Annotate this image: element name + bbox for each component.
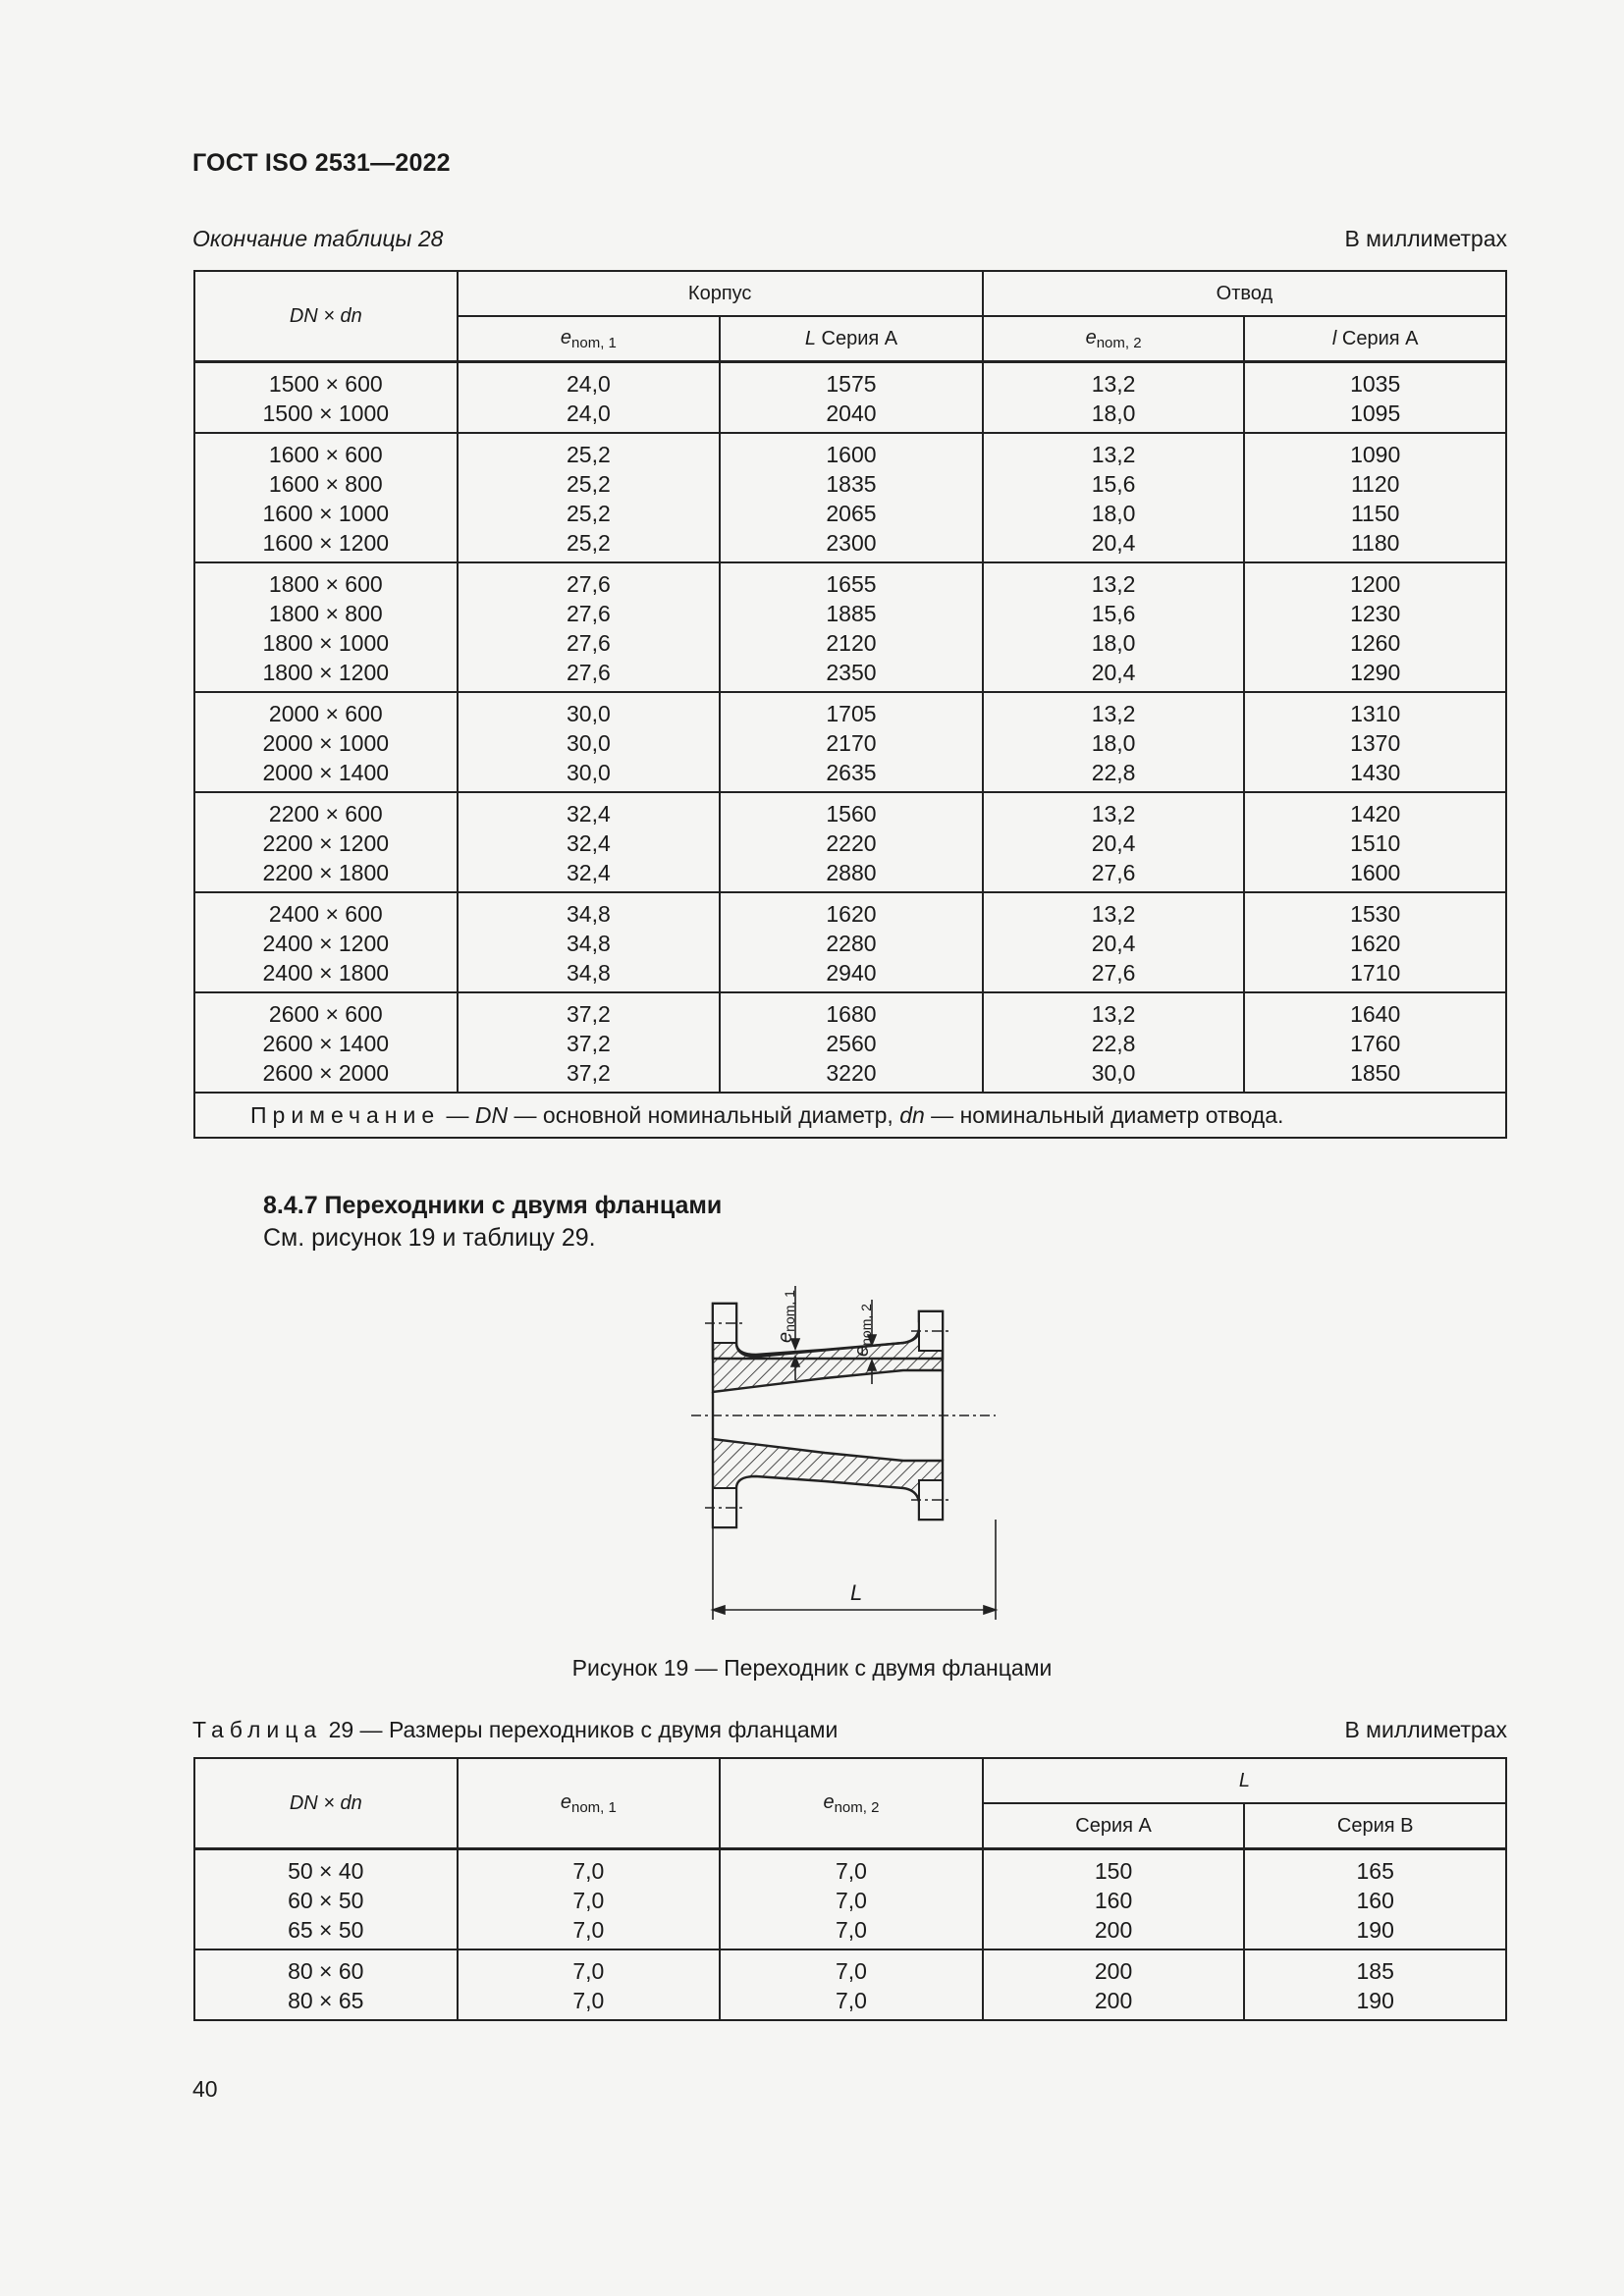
table28-value: 1180 [1350,530,1400,556]
table28-value: 34,8 [567,931,611,956]
table28-cell-l [720,992,983,1093]
table28-value: 1600 [1350,860,1401,885]
table28-value: 1420 [1350,801,1401,827]
table28-value: 32,4 [567,830,611,856]
table28-value: 2600 × 1400 [262,1031,390,1056]
table28-cell-l [720,362,983,434]
table28-cell-e1 [458,362,721,434]
document-header: ГОСТ ISO 2531—2022 [192,149,451,177]
table28-group-branch: Отвод [983,271,1506,316]
table28-value: 18,0 [1091,630,1136,656]
table28-units: В миллиметрах [1344,226,1507,251]
table28-row-group [194,992,1506,1093]
table28-value: 1680 [826,1001,877,1027]
table28-value: 32,4 [567,801,611,827]
table28-value: 2065 [826,501,877,526]
table28-value: 1760 [1350,1031,1401,1056]
table28-value: 1510 [1350,830,1401,856]
table28-value: 2170 [826,730,877,756]
table29-value: 65 × 50 [288,1917,364,1943]
table29-cell-dn [194,1849,458,1950]
table28-value: 20,4 [1091,931,1136,956]
table28-cell-l [720,692,983,792]
table28-value: 2400 × 600 [268,901,383,927]
table28-value: 24,0 [567,400,611,426]
table28-value: 25,2 [567,471,611,497]
table28-value: 2000 × 600 [268,701,383,726]
table28-value: 1620 [826,901,877,927]
table29-col-series-a: Серия А [983,1803,1245,1849]
table28-cell-e1 [458,792,721,892]
figure-19-reducer-drawing [677,1286,1011,1625]
table29-value: 165 [1356,1858,1394,1884]
table28-value: 2220 [826,830,877,856]
table-29 [193,1757,1507,2021]
table28-value: 1800 × 800 [268,601,383,626]
table28-value: 1095 [1350,400,1401,426]
table29-cell-a [983,1949,1245,2020]
table29-col-e2: $e_{nom, 2}$ [720,1758,983,1849]
table29-value: 50 × 40 [288,1858,364,1884]
table29-value: 200 [1094,1917,1133,1943]
table28-cell-l [1244,362,1506,434]
table28-value: 1600 × 600 [268,442,383,467]
table29-value: 80 × 65 [288,1988,364,2013]
table28-cell-l [720,892,983,992]
table28-cell-e2 [983,433,1245,562]
table28-value: 1560 [826,801,877,827]
table28-cell-e1 [458,992,721,1093]
table28-row-group [194,362,1506,434]
table28-row-group [194,692,1506,792]
table28-cell-e1 [458,892,721,992]
table29-value: 185 [1356,1958,1394,1984]
table29-row-group [194,1949,1506,2020]
table28-value: 18,0 [1091,730,1136,756]
table28-value: 15,6 [1091,601,1136,626]
table28-caption: Окончание таблицы 28 [192,226,444,251]
table29-header-row-1 [194,1758,1506,1803]
table29-cell-e1 [458,1849,721,1950]
table28-cell-l [1244,433,1506,562]
table29-caption: Таблица 29 — Размеры переходников с двумя фланцами [192,1717,839,1742]
table29-value: 7,0 [835,1888,867,1913]
table28-value: 20,4 [1091,830,1136,856]
table28-value: 1600 [826,442,877,467]
table28-value: 1640 [1350,1001,1401,1027]
table28-value: 2635 [826,760,877,785]
table28-group-body: Корпус [458,271,983,316]
table29-value: 7,0 [572,1888,605,1913]
table28-value: 13,2 [1091,442,1136,467]
table29-col-L: L [983,1758,1506,1803]
table28-cell-l [720,792,983,892]
table28-value: 30,0 [567,760,611,785]
table28-value: 37,2 [567,1031,611,1056]
table28-value: 1500 × 600 [268,371,383,397]
table28-value: 13,2 [1091,701,1136,726]
table28-col-dn: DN × dn [194,271,458,362]
table28-cell-e2 [983,892,1245,992]
table28-value: 3220 [826,1060,877,1086]
table28-col-L: L Серия А [720,316,983,362]
table28-col-l: l Серия А [1244,316,1506,362]
table29-value: 160 [1094,1888,1133,1913]
table28-cell-e2 [983,992,1245,1093]
table28-value: 1575 [826,371,877,397]
table28-cell-dn [194,892,458,992]
table28-cell-e2 [983,562,1245,692]
table28-value: 2880 [826,860,877,885]
table28-value: 24,0 [567,371,611,397]
table28-cell-l [720,433,983,562]
table28-value: 2940 [826,960,877,986]
table28-value: 15,6 [1091,471,1136,497]
table28-cell-dn [194,562,458,692]
table29-col-e1: $e_{nom, 1}$ [458,1758,721,1849]
table28-value: 22,8 [1091,760,1136,785]
table28-cell-l [1244,792,1506,892]
table28-cell-e1 [458,692,721,792]
section-text: См. рисунок 19 и таблицу 29. [263,1224,596,1252]
label-L: L [850,1580,863,1605]
table29-cell-dn [194,1949,458,2020]
table28-value: 25,2 [567,501,611,526]
table28-row-group [194,892,1506,992]
label-e-nom-1: enom, 1 [775,1290,797,1343]
table29-value: 7,0 [835,1988,867,2013]
table28-value: 1600 × 800 [268,471,383,497]
table28-value: 13,2 [1091,801,1136,827]
table29-col-dn: DN × dn [194,1758,458,1849]
figure-caption: Рисунок 19 — Переходник с двумя фланцами [571,1655,1053,1681]
table28-col-e1: $e_{nom, 1}$ [458,316,721,362]
table28-value: 25,2 [567,530,611,556]
table29-cell-b [1244,1849,1506,1950]
table28-value: 27,6 [567,601,611,626]
table29-cell-e2 [720,1949,983,2020]
table28-value: 30,0 [567,730,611,756]
table29-row-group [194,1849,1506,1950]
table28-value: 30,0 [1091,1060,1136,1086]
table28-cell-e2 [983,362,1245,434]
table28-value: 2400 × 1200 [262,931,390,956]
table28-value: 1800 × 1200 [262,660,390,685]
table28-value: 1290 [1350,660,1401,685]
table28-value: 1035 [1350,371,1401,397]
table28-cell-dn [194,792,458,892]
table28-value: 2200 × 600 [268,801,383,827]
table29-cell-e2 [720,1849,983,1950]
table29-units: В миллиметрах [1344,1717,1507,1742]
table28-value: 2200 × 1200 [262,830,390,856]
table28-cell-dn [194,433,458,562]
table28-value: 13,2 [1091,571,1136,597]
table28-cell-e2 [983,792,1245,892]
table28-row-group [194,433,1506,562]
table28-value: 1090 [1350,442,1401,467]
table28-cell-dn [194,992,458,1093]
table28-value: 2400 × 1800 [262,960,390,986]
table28-cell-e1 [458,433,721,562]
table28-value: 20,4 [1091,660,1136,685]
table28-value: 2280 [826,931,877,956]
table28-value: 18,0 [1091,400,1136,426]
table28-value: 1835 [826,471,877,497]
table29-value: 7,0 [572,1858,605,1884]
table29-value: 80 × 60 [288,1958,364,1984]
table28-body [194,362,1506,1094]
table29-cell-b [1244,1949,1506,2020]
table28-value: 2040 [826,400,877,426]
table28-cell-l [1244,692,1506,792]
table28-col-e2: $e_{nom, 2}$ [983,316,1245,362]
note-label: Примечание [250,1101,441,1128]
table28-value: 13,2 [1091,901,1136,927]
table28-value: 2000 × 1000 [262,730,390,756]
table28-cell-dn [194,692,458,792]
table28-value: 2600 × 2000 [262,1060,390,1086]
table28-value: 13,2 [1091,371,1136,397]
table28-cell-e2 [983,692,1245,792]
table28-cell-l [1244,892,1506,992]
table28-row-group [194,562,1506,692]
table28-value: 22,8 [1091,1031,1136,1056]
table28-cell-dn [194,362,458,434]
table28-value: 2300 [826,530,877,556]
table28-value: 2200 × 1800 [262,860,390,885]
table28-cell-e1 [458,562,721,692]
table28-value: 2350 [826,660,877,685]
table28-value: 1430 [1350,760,1401,785]
table28-value: 37,2 [567,1060,611,1086]
table28-value: 1500 × 1000 [262,400,390,426]
table28-value: 1655 [826,571,877,597]
table28-value: 27,6 [567,571,611,597]
table28-value: 1150 [1350,501,1400,526]
table29-cell-a [983,1849,1245,1950]
table28-value: 1530 [1350,901,1401,927]
table28-value: 20,4 [1091,530,1136,556]
table28-value: 1885 [826,601,877,626]
table28-cell-l [720,562,983,692]
table28-cell-l [1244,992,1506,1093]
table28-value: 1620 [1350,931,1401,956]
table28-row-group [194,792,1506,892]
table29-value: 7,0 [835,1858,867,1884]
table28-value: 30,0 [567,701,611,726]
table28-value: 2000 × 1400 [262,760,390,785]
table28-value: 27,6 [1091,960,1136,986]
table28-value: 1310 [1350,701,1401,726]
table28-cell-l [1244,562,1506,692]
table28-header-row-1 [194,271,1506,316]
table28-value: 1710 [1350,960,1401,986]
table28-value: 1600 × 1200 [262,530,390,556]
table28-value: 25,2 [567,442,611,467]
table28-value: 27,6 [567,660,611,685]
page-number: 40 [192,2076,218,2102]
table28-value: 2600 × 600 [268,1001,383,1027]
table29-value: 7,0 [572,1917,605,1943]
table29-value: 150 [1094,1858,1133,1884]
table28-value: 2120 [826,630,877,656]
table28-value: 32,4 [567,860,611,885]
table29-value: 200 [1094,1958,1133,1984]
table29-value: 200 [1094,1988,1133,2013]
table28-value: 1800 × 1000 [262,630,390,656]
section-title: 8.4.7 Переходники с двумя фланцами [263,1192,723,1219]
label-e-nom-2: enom, 2 [851,1304,874,1357]
table29-value: 7,0 [835,1917,867,1943]
table28-value: 1370 [1350,730,1401,756]
table28-value: 1120 [1350,471,1400,497]
table28-value: 1260 [1350,630,1401,656]
table28-value: 1230 [1350,601,1401,626]
table28-value: 34,8 [567,901,611,927]
table-28 [193,270,1507,1139]
table28-value: 37,2 [567,1001,611,1027]
table29-value: 7,0 [572,1958,605,1984]
table28-value: 13,2 [1091,1001,1136,1027]
table29-value: 7,0 [572,1988,605,2013]
table28-value: 1705 [826,701,877,726]
table29-body [194,1849,1506,2021]
table28-value: 18,0 [1091,501,1136,526]
table28-value: 2560 [826,1031,877,1056]
table28-value: 1850 [1350,1060,1401,1086]
table29-value: 190 [1356,1988,1394,2013]
table28-note: Примечание — DN — основной номинальный диаметр, dn — номинальный диаметр отвода. [194,1093,1506,1138]
table28-value: 34,8 [567,960,611,986]
table28-value: 1600 × 1000 [262,501,390,526]
table29-value: 190 [1356,1917,1394,1943]
table28-value: 1200 [1350,571,1401,597]
table29-value: 7,0 [835,1958,867,1984]
table29-cell-e1 [458,1949,721,2020]
table29-value: 60 × 50 [288,1888,364,1913]
table29-value: 160 [1356,1888,1394,1913]
table29-col-series-b: Серия В [1244,1803,1506,1849]
table28-value: 27,6 [567,630,611,656]
table28-value: 1800 × 600 [268,571,383,597]
table28-value: 27,6 [1091,860,1136,885]
